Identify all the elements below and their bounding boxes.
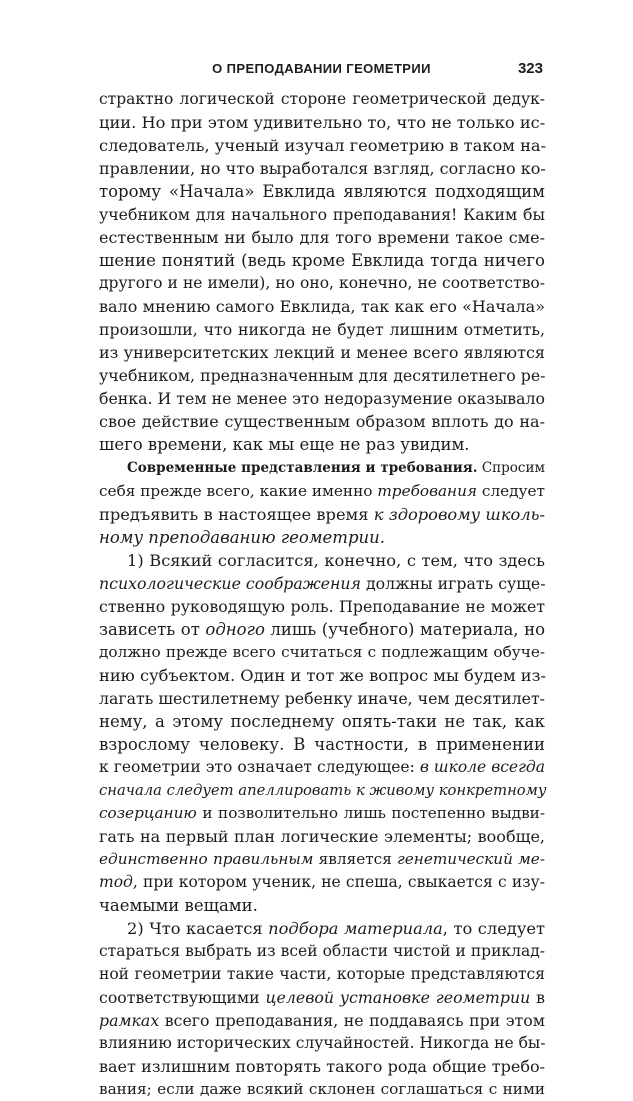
- text-run: в: [530, 988, 545, 1008]
- text-run: произошли, что никогда не будет лишним отметить,: [99, 320, 545, 340]
- italic-run: созерцанию: [99, 803, 197, 822]
- text-line: [99, 433, 545, 456]
- text-run: шение понятий (ведь кроме Евклида тогда ничего: [99, 251, 545, 271]
- text-line: [99, 226, 545, 249]
- text-run: соответствующими: [99, 988, 266, 1008]
- text-line: [99, 480, 545, 503]
- text-line: [99, 410, 545, 433]
- text-run: вания; если даже всякий склонен соглашаться с ними: [99, 1080, 545, 1099]
- text-line: [99, 295, 545, 318]
- text-line: [99, 917, 545, 940]
- text-run: ной геометрии такие части, которые представляются: [99, 965, 545, 984]
- text-line: [99, 733, 545, 756]
- text-run: зависеть от: [99, 619, 206, 639]
- text-run: шего времени, как мы еще не раз увидим.: [99, 435, 470, 455]
- text-run: вало мнению самого Евклида, так как его «Начала»: [99, 297, 545, 317]
- italic-run: генетический ме-: [397, 850, 545, 869]
- bold-run: Современные представления и требования.: [127, 459, 478, 476]
- text-run: страктно логической стороне геометрической дедук-: [99, 90, 545, 108]
- text-run: ственно руководящую роль. Преподавание не может: [99, 596, 545, 616]
- text-line: [99, 802, 545, 825]
- text-run: свое действие существенным образом вплоть до на-: [99, 412, 545, 432]
- running-head: О ПРЕПОДАВАНИИ ГЕОМЕТРИИ: [212, 61, 431, 76]
- text-line: [99, 180, 545, 203]
- text-line: [99, 457, 545, 480]
- text-line: [99, 526, 545, 549]
- text-run: учебником, предназначенным для десятилетнего ре-: [99, 366, 546, 386]
- body-text: [99, 88, 545, 1101]
- text-run: , при котором ученик, не спеша, свыкается с изу-: [132, 873, 545, 892]
- text-run: ции. Но при этом удивительно то, что не только ис-: [99, 113, 546, 133]
- text-line: [99, 940, 545, 963]
- text-line: [99, 318, 545, 341]
- text-line: [99, 341, 545, 364]
- text-line: [99, 1009, 545, 1032]
- text-line: [99, 963, 545, 986]
- text-line: [99, 1032, 545, 1055]
- text-line: [99, 595, 545, 618]
- italic-run: к здоровому школь-: [373, 504, 546, 524]
- text-line: [99, 664, 545, 687]
- page-header: [100, 58, 543, 80]
- italic-run: сначала следует апеллировать к живому конкретному: [99, 781, 547, 799]
- text-line: [99, 88, 545, 111]
- text-run: правлении, но что выработался взгляд, согласно ко-: [99, 159, 546, 179]
- italic-run: рамках: [99, 1011, 160, 1031]
- italic-run: целевой установке геометрии: [265, 988, 531, 1008]
- text-line: [99, 710, 545, 733]
- italic-run: требования: [377, 481, 478, 500]
- text-run: предъявить в настоящее время: [99, 504, 374, 524]
- text-run: лишь (учебного) материала, но: [264, 619, 546, 639]
- text-line: [99, 387, 545, 410]
- italic-run: психологические соображения: [99, 573, 361, 593]
- text-line: [99, 272, 545, 295]
- text-run: и позволительно лишь постепенно выдви-: [196, 803, 545, 822]
- text-line: [99, 157, 545, 180]
- text-run: всего преподавания, не поддаваясь при этом: [159, 1011, 545, 1031]
- text-run: лагать шестилетнему ребенку иначе, чем десятилет-: [99, 688, 545, 708]
- text-run: учебником для начального преподавания! Каким бы: [99, 205, 545, 225]
- text-line: [99, 779, 545, 802]
- text-line: [99, 549, 545, 572]
- text-line: [99, 618, 545, 641]
- italic-run: в школе всегда: [419, 757, 545, 776]
- text-line: [99, 687, 545, 710]
- text-run: нему, а этому последнему опять-таки не так, как: [99, 711, 545, 731]
- page-number: 323: [517, 60, 543, 77]
- text-line: [99, 894, 545, 917]
- italic-run: подбора материала: [268, 919, 443, 939]
- text-line: [99, 986, 545, 1009]
- text-run: влиянию исторических случайностей. Никогда не бы-: [99, 1034, 546, 1053]
- text-line: [99, 871, 545, 894]
- text-run: другого и не имели), но оно, конечно, не соответство-: [99, 274, 545, 293]
- text-run: себя прежде всего, какие именно: [99, 481, 378, 500]
- text-line: [99, 111, 545, 134]
- text-run: должно прежде всего считаться с подлежащим обуче-: [99, 642, 545, 661]
- text-run: бенка. И тем не менее это недоразумение оказывало: [99, 389, 545, 409]
- text-line: [99, 756, 545, 779]
- text-run: торому «Начала» Евклида являются подходящим: [99, 182, 545, 202]
- text-line: [99, 572, 545, 595]
- text-line: [99, 503, 545, 526]
- text-run: должны играть суще-: [360, 573, 546, 593]
- text-run: вает излишним повторять такого рода общие требо-: [99, 1057, 545, 1077]
- text-run: естественным ни было для того времени такое сме-: [99, 228, 545, 248]
- text-line: [99, 364, 545, 387]
- text-run: следует: [477, 481, 545, 500]
- text-line: [99, 249, 545, 272]
- text-run: гать на первый план логические элементы; вообще,: [99, 827, 545, 846]
- text-line: [99, 134, 545, 157]
- text-run: взрослому человеку. В частности, в применении: [99, 734, 545, 754]
- italic-run: одного: [205, 619, 265, 639]
- text-line: [99, 1078, 545, 1101]
- text-run: 2) Что касается: [127, 919, 269, 939]
- text-run: является: [313, 850, 398, 869]
- text-line: [99, 848, 545, 871]
- text-run: , то следует: [442, 919, 545, 939]
- text-run: 1) Всякий согласится, конечно, с тем, что здесь: [127, 550, 545, 570]
- italic-run: единственно правильным: [99, 850, 314, 869]
- text-run: нию субъектом. Один и тот же вопрос мы будем из-: [99, 665, 546, 685]
- text-run: из университетских лекций и менее всего являются: [99, 343, 545, 363]
- italic-run: тод: [99, 873, 133, 892]
- text-line: [99, 641, 545, 664]
- text-run: стараться выбрать из всей области чистой и приклад-: [99, 942, 545, 961]
- text-line: [99, 203, 545, 226]
- italic-run: ному преподаванию геометрии.: [99, 527, 386, 547]
- text-run: к геометрии это означает следующее:: [99, 757, 420, 776]
- text-run: следователь, ученый изучал геометрию в таком на-: [99, 136, 547, 156]
- text-line: [99, 1055, 545, 1078]
- text-line: [99, 825, 545, 848]
- text-run: чаемыми вещами.: [99, 896, 258, 916]
- text-run: Спросим: [477, 459, 545, 476]
